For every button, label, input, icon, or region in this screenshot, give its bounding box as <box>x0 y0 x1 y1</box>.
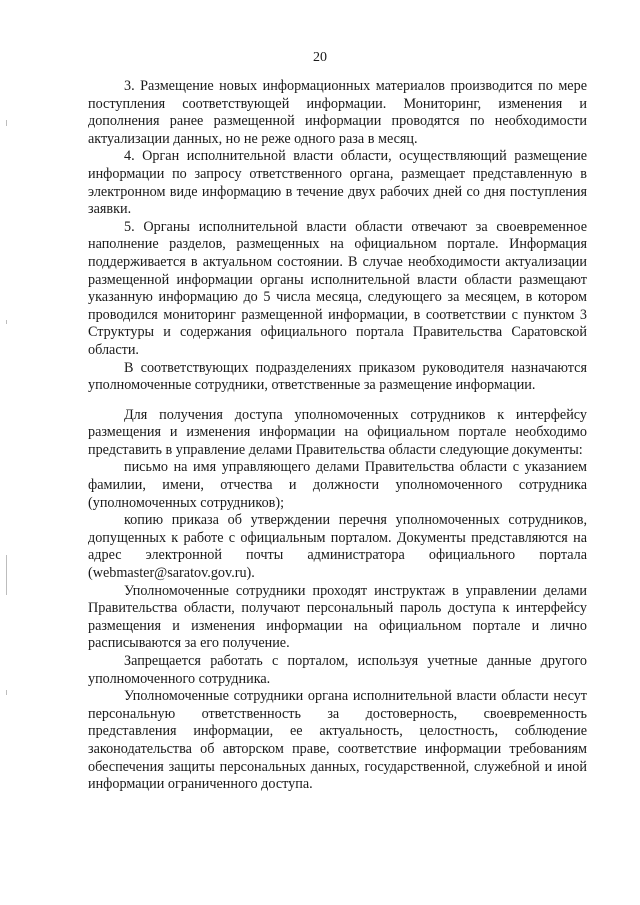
paragraph-responsibility: Уполномоченные сотрудники органа исполнительной власти области несут персональную ответственность за достоверность, своевременность представления информации, ее актуальность, целостность, соблюдение законодательства об авторском праве, соответствие информации требованиям обеспечения защиты персональных данных, государственной, служебной и иной информации ограниченного доступа. <box>88 688 587 793</box>
paragraph-instruction: Уполномоченные сотрудники проходят инструктаж в управлении делами Правительства области, получают персональный пароль доступа к интерфейсу размещения и изменения информации на официальном портале и лично расписываются за его получение. <box>88 582 587 652</box>
scan-edge-mark <box>6 555 7 595</box>
paragraph-order-copy: копию приказа об утверждении перечня уполномоченных сотрудников, допущенных к работе с официальным порталом. Документы представляются на адрес электронной почты администратора официального портала (webmaster@saratov.gov.ru). <box>88 512 587 582</box>
page-number: 20 <box>313 50 327 65</box>
paragraph-item-3: 3. Размещение новых информационных материалов производится по мере поступления соответствующей информации. Мониторинг, изменения и дополнения ранее размещенной информации проводятся по необходимости актуализации данных, но не реже одного раза в месяц. <box>88 78 587 147</box>
scan-edge-mark <box>6 690 7 695</box>
scan-edge-mark <box>6 320 7 324</box>
document-body <box>88 78 587 794</box>
paragraph-item-5: 5. Органы исполнительной власти области отвечают за своевременное наполнение разделов, размещенных на официальном портале. Информация поддерживается в актуальном состоянии. В случае необходимости актуализации размещенной информации органы исполнительной власти области размещают указанную информацию до 5 числа месяца, следующего за месяцем, в котором проводился мониторинг размещенной информации, в соответствии с пунктом 3 Структуры и содержания официального портала Правительства Саратовской области. <box>88 218 587 358</box>
paragraph-letter: письмо на имя управляющего делами Правительства области с указанием фамилии, имени, отчества и должности уполномоченного сотрудника (уполномоченных сотрудников); <box>88 459 587 511</box>
paragraph-access: Для получения доступа уполномоченных сотрудников к интерфейсу размещения и изменения информации на официальном портале необходимо представить в управление делами Правительства области следующие документы: <box>88 406 587 458</box>
paragraph-item-4: 4. Орган исполнительной власти области, осуществляющий размещение информации по запросу ответственного органа, размещает представленную в электронном виде информацию в течение двух рабочих дней со дня поступления заявки. <box>88 148 587 218</box>
paragraph-prohibition: Запрещается работать с порталом, используя учетные данные другого уполномоченного сотрудника. <box>88 653 587 687</box>
scan-edge-mark <box>6 120 7 126</box>
paragraph-appointment: В соответствующих подразделениях приказом руководителя назначаются уполномоченные сотрудники, ответственные за размещение информации. <box>88 359 587 394</box>
